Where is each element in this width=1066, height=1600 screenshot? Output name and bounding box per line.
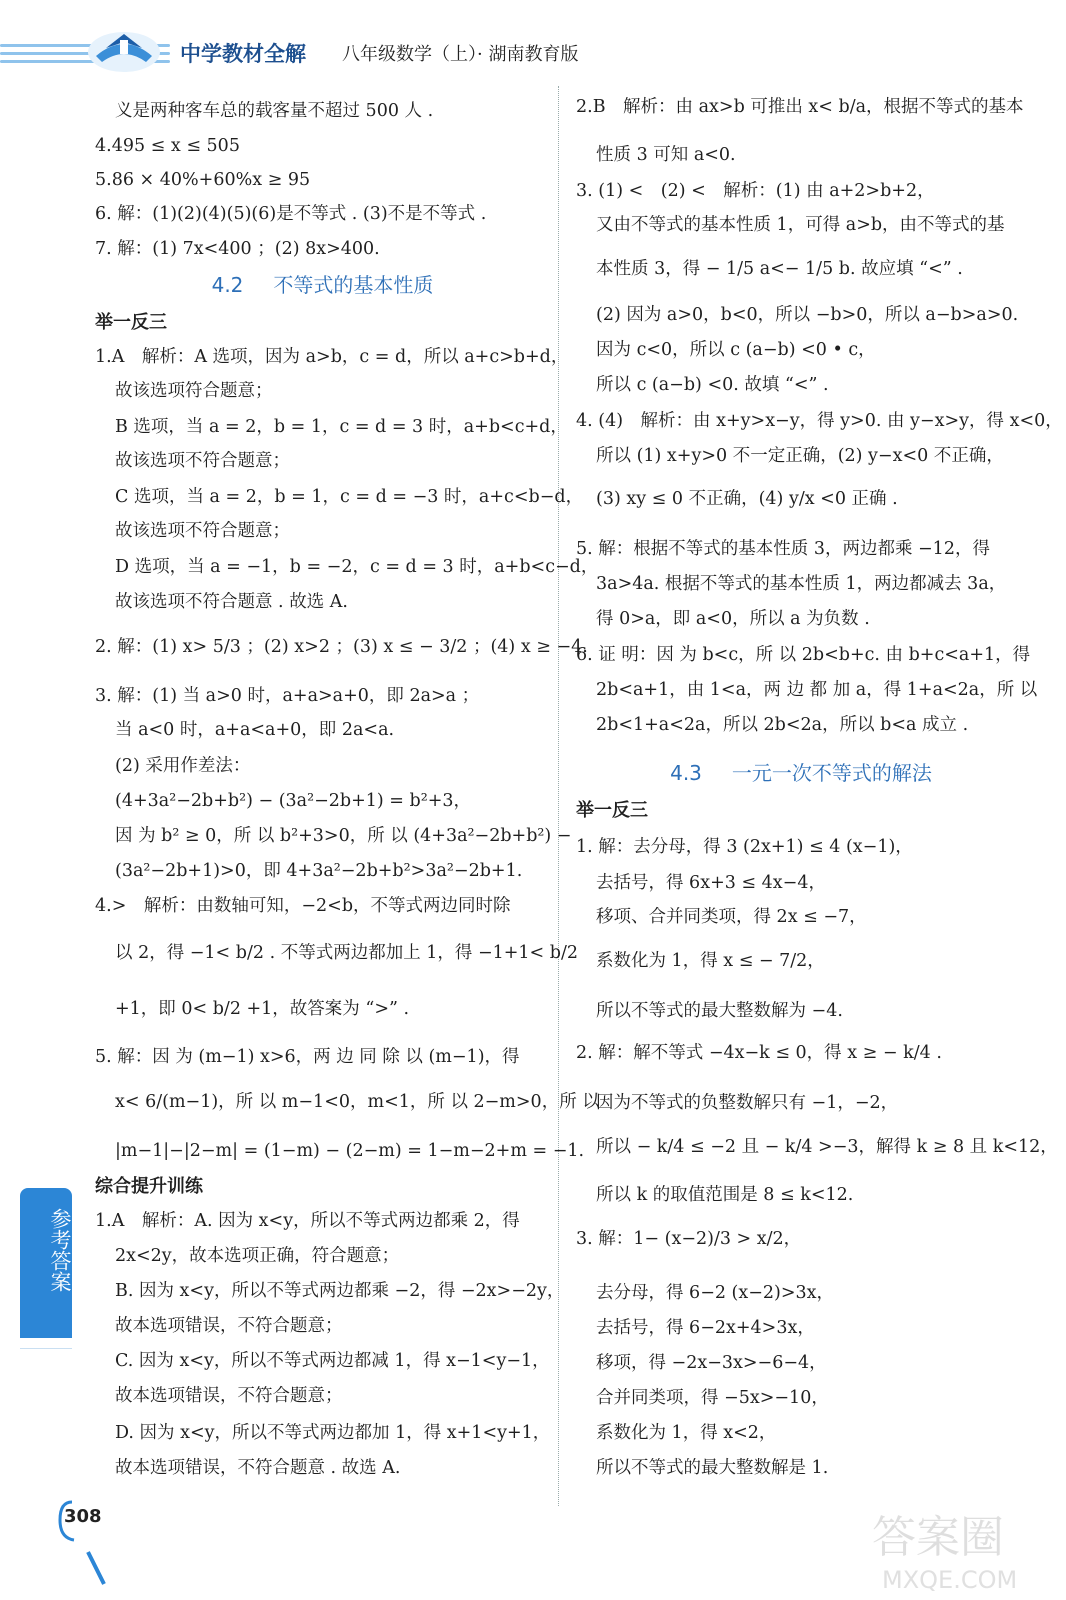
answer-line: 4.> 解析：由数轴可知，−2<b，不等式两边同时除 <box>95 896 511 916</box>
answer-line: 5.86 × 40%+60%x ≥ 95 <box>95 170 311 190</box>
answer-line: 所以 c (a−b) <0. 故填 “<” . <box>596 375 829 395</box>
answer-line: 所以 (1) x+y>0 不一定正确，(2) y−x<0 不正确， <box>596 446 1004 466</box>
answer-line: 系数化为 1，得 x ≤ − 7/2， <box>596 951 825 971</box>
subsection-title: 综合提升训练 <box>95 1176 203 1197</box>
answer-line: 故本选项错误，不符合题意； <box>115 1316 343 1336</box>
answer-line: 系数化为 1，得 x<2， <box>596 1423 777 1443</box>
answer-line: 5. 解：根据不等式的基本性质 3，两边都乘 −12，得 <box>576 539 990 559</box>
answer-line: (2) 因为 a>0，b<0，所以 −b>0，所以 a−b>a>0. <box>596 305 1019 325</box>
answer-line: 1.A 解析：A 选项，因为 a>b，c = d，所以 a+c>b+d， <box>95 347 569 367</box>
answer-line: 去括号，得 6−2x+4>3x， <box>596 1318 815 1338</box>
section-title <box>95 272 550 298</box>
answer-line: B 选项，当 a = 2，b = 1，c = d = 3 时，a+b<c+d， <box>115 417 568 437</box>
answer-line: 6. 解：(1)(2)(4)(5)(6)是不等式 . (3)不是不等式 . <box>95 204 487 224</box>
answer-line: 合并同类项，得 −5x>−10， <box>596 1388 829 1408</box>
answer-line: 2. 解：解不等式 −4x−k ≤ 0，得 x ≥ − k/4 . <box>576 1043 942 1063</box>
answer-line: 所以 − k/4 ≤ −2 且 − k/4 >−3，解得 k ≥ 8 且 k<12， <box>596 1137 1058 1157</box>
section-name: 不等式的基本性质 <box>273 273 434 297</box>
section-name: 一元一次不等式的解法 <box>731 761 932 785</box>
answer-line: 3. 解：1− (x−2)/3 > x/2， <box>576 1229 802 1249</box>
answer-line: 5. 解：因 为 (m−1) x>6，两 边 同 除 以 (m−1)，得 <box>95 1047 520 1067</box>
answer-line: 4.495 ≤ x ≤ 505 <box>95 136 240 156</box>
answer-line: 又由不等式的基本性质 1，可得 a>b，由不等式的基 <box>596 215 1005 235</box>
answer-line: (2) 采用作差法： <box>115 756 251 776</box>
answer-line: B. 因为 x<y，所以不等式两边都乘 −2，得 −2x>−2y， <box>115 1281 565 1301</box>
answer-line: 3a>4a. 根据不等式的基本性质 1，两边都减去 3a， <box>596 574 1007 594</box>
answer-line: 义是两种客车总的载客量不超过 500 人 . <box>115 101 434 121</box>
answer-line: 去括号，得 6x+3 ≤ 4x−4， <box>596 873 826 893</box>
answer-line: 故该选项不符合题意； <box>115 521 290 541</box>
section-number: 4.2 <box>211 273 244 297</box>
answer-line: 4. (4) 解析：由 x+y>x−y，得 y>0. 由 y−x>y，得 x<0， <box>576 411 1063 431</box>
answer-line: 所以 k 的取值范围是 8 ≤ k<12. <box>596 1185 854 1205</box>
answer-line: 3. 解：(1) 当 a>0 时，a+a>a+0，即 2a>a ； <box>95 686 480 706</box>
answer-line: 因 为 b² ≥ 0，所 以 b²+3>0，所 以 (4+3a²−2b+b²) − <box>115 826 572 846</box>
answer-line: 移项，得 −2x−3x>−6−4， <box>596 1353 827 1373</box>
answer-line: x< 6/(m−1)，所 以 m−1<0，m<1，所 以 2−m>0，所 以 <box>115 1092 600 1112</box>
answer-line: C 选项，当 a = 2，b = 1，c = d = −3 时，a+c<b−d， <box>115 487 584 507</box>
answer-line: (3) xy ≤ 0 不正确，(4) y/x <0 正确 . <box>596 489 898 509</box>
book-subtitle: 八年级数学（上）· 湖南教育版 <box>342 44 579 65</box>
answer-line: 当 a<0 时，a+a<a+0，即 2a<a. <box>115 720 395 740</box>
answer-line: 因为不等式的负整数解只有 −1，−2， <box>596 1093 899 1113</box>
section-number: 4.3 <box>670 761 702 785</box>
answer-line: 以 2，得 −1< b/2 . 不等式两边都加上 1，得 −1+1< b/2 <box>115 943 579 963</box>
answer-line: 1.A 解析：A. 因为 x<y，所以不等式两边都乘 2，得 <box>95 1211 520 1231</box>
answer-line: D. 因为 x<y，所以不等式两边都加 1，得 x+1<y+1， <box>115 1423 551 1443</box>
answer-line: 7. 解：(1) 7x<400 ；(2) 8x>400. <box>95 239 380 259</box>
answer-line: 因为 c<0，所以 c (a−b) <0 • c， <box>596 340 876 360</box>
answer-line: 移项、合并同类项，得 2x ≤ −7， <box>596 907 867 927</box>
answer-line: 所以不等式的最大整数解为 −4. <box>596 1001 843 1021</box>
book-title: 中学教材全解 <box>180 42 306 66</box>
answer-line: 去分母，得 6−2 (x−2)>3x， <box>596 1283 835 1303</box>
answer-line: 2b<a+1，由 1<a，两 边 都 加 a，得 1+a<2a，所 以 <box>596 680 1038 700</box>
answer-line: 2x<2y，故本选项正确，符合题意； <box>115 1246 400 1266</box>
answer-line: 故该选项不符合题意； <box>115 451 290 471</box>
page-header <box>0 0 1066 80</box>
watermark-logo <box>862 1500 1042 1596</box>
answer-section-tab <box>20 1188 72 1338</box>
answer-line: 得 0>a，即 a<0，所以 a 为负数 . <box>596 609 870 629</box>
side-rule <box>20 1348 72 1349</box>
answer-line: (3a²−2b+1)>0，即 4+3a²−2b+b²>3a²−2b+1. <box>115 861 523 881</box>
answer-line: 本性质 3，得 − 1/5 a<− 1/5 b. 故应填 “<” . <box>596 259 963 279</box>
answer-line: |m−1|−|2−m| = (1−m) − (2−m) = 1−m−2+m = −1. <box>115 1141 585 1161</box>
answer-line: 所以不等式的最大整数解是 1. <box>596 1458 829 1478</box>
page-number: 308 <box>64 1506 102 1527</box>
answer-line: 6. 证 明：因 为 b<c，所 以 2b<b+c. 由 b+c<a+1，得 <box>576 645 1031 665</box>
subsection-title: 举一反三 <box>95 312 167 333</box>
watermark-text: 答案圈 <box>872 1512 1004 1563</box>
answer-line: 故该选项不符合题意 . 故选 A. <box>115 592 348 612</box>
subsection-title: 举一反三 <box>576 800 648 821</box>
answer-line: C. 因为 x<y，所以不等式两边都减 1，得 x−1<y−1， <box>115 1351 550 1371</box>
answer-line: 2b<1+a<2a，所以 2b<2a，所以 b<a 成立 . <box>596 715 969 735</box>
page-number-badge <box>58 1500 118 1586</box>
answer-line: 2. 解：(1) x> 5/3 ；(2) x>2 ；(3) x ≤ − 3/2 ；(4) x ≥ −4. <box>95 637 588 657</box>
watermark-url: MXQE.COM <box>882 1566 1018 1594</box>
answer-line: 2.B 解析：由 ax>b 可推出 x< b/a，根据不等式的基本 <box>576 97 1024 117</box>
section-title <box>576 760 1026 786</box>
answer-line: 故本选项错误，不符合题意 . 故选 A. <box>115 1458 401 1478</box>
answer-line: 1. 解：去分母，得 3 (2x+1) ≤ 4 (x−1)， <box>576 837 913 857</box>
book-logo-icon <box>84 22 164 76</box>
side-tab-label: 参考答案 <box>48 1208 72 1292</box>
answer-line: 性质 3 可知 a<0. <box>596 145 736 165</box>
answer-line: 故本选项错误，不符合题意； <box>115 1386 343 1406</box>
answer-line: (4+3a²−2b+b²) − (3a²−2b+1) = b²+3， <box>115 791 472 811</box>
answer-line: 故该选项符合题意； <box>115 381 273 401</box>
answer-line: 3. (1) < (2) < 解析：(1) 由 a+2>b+2， <box>576 181 935 201</box>
answer-line: +1，即 0< b/2 +1，故答案为 “>” . <box>115 999 410 1019</box>
answer-line: D 选项，当 a = −1，b = −2，c = d = 3 时，a+b<c−d， <box>115 557 599 577</box>
